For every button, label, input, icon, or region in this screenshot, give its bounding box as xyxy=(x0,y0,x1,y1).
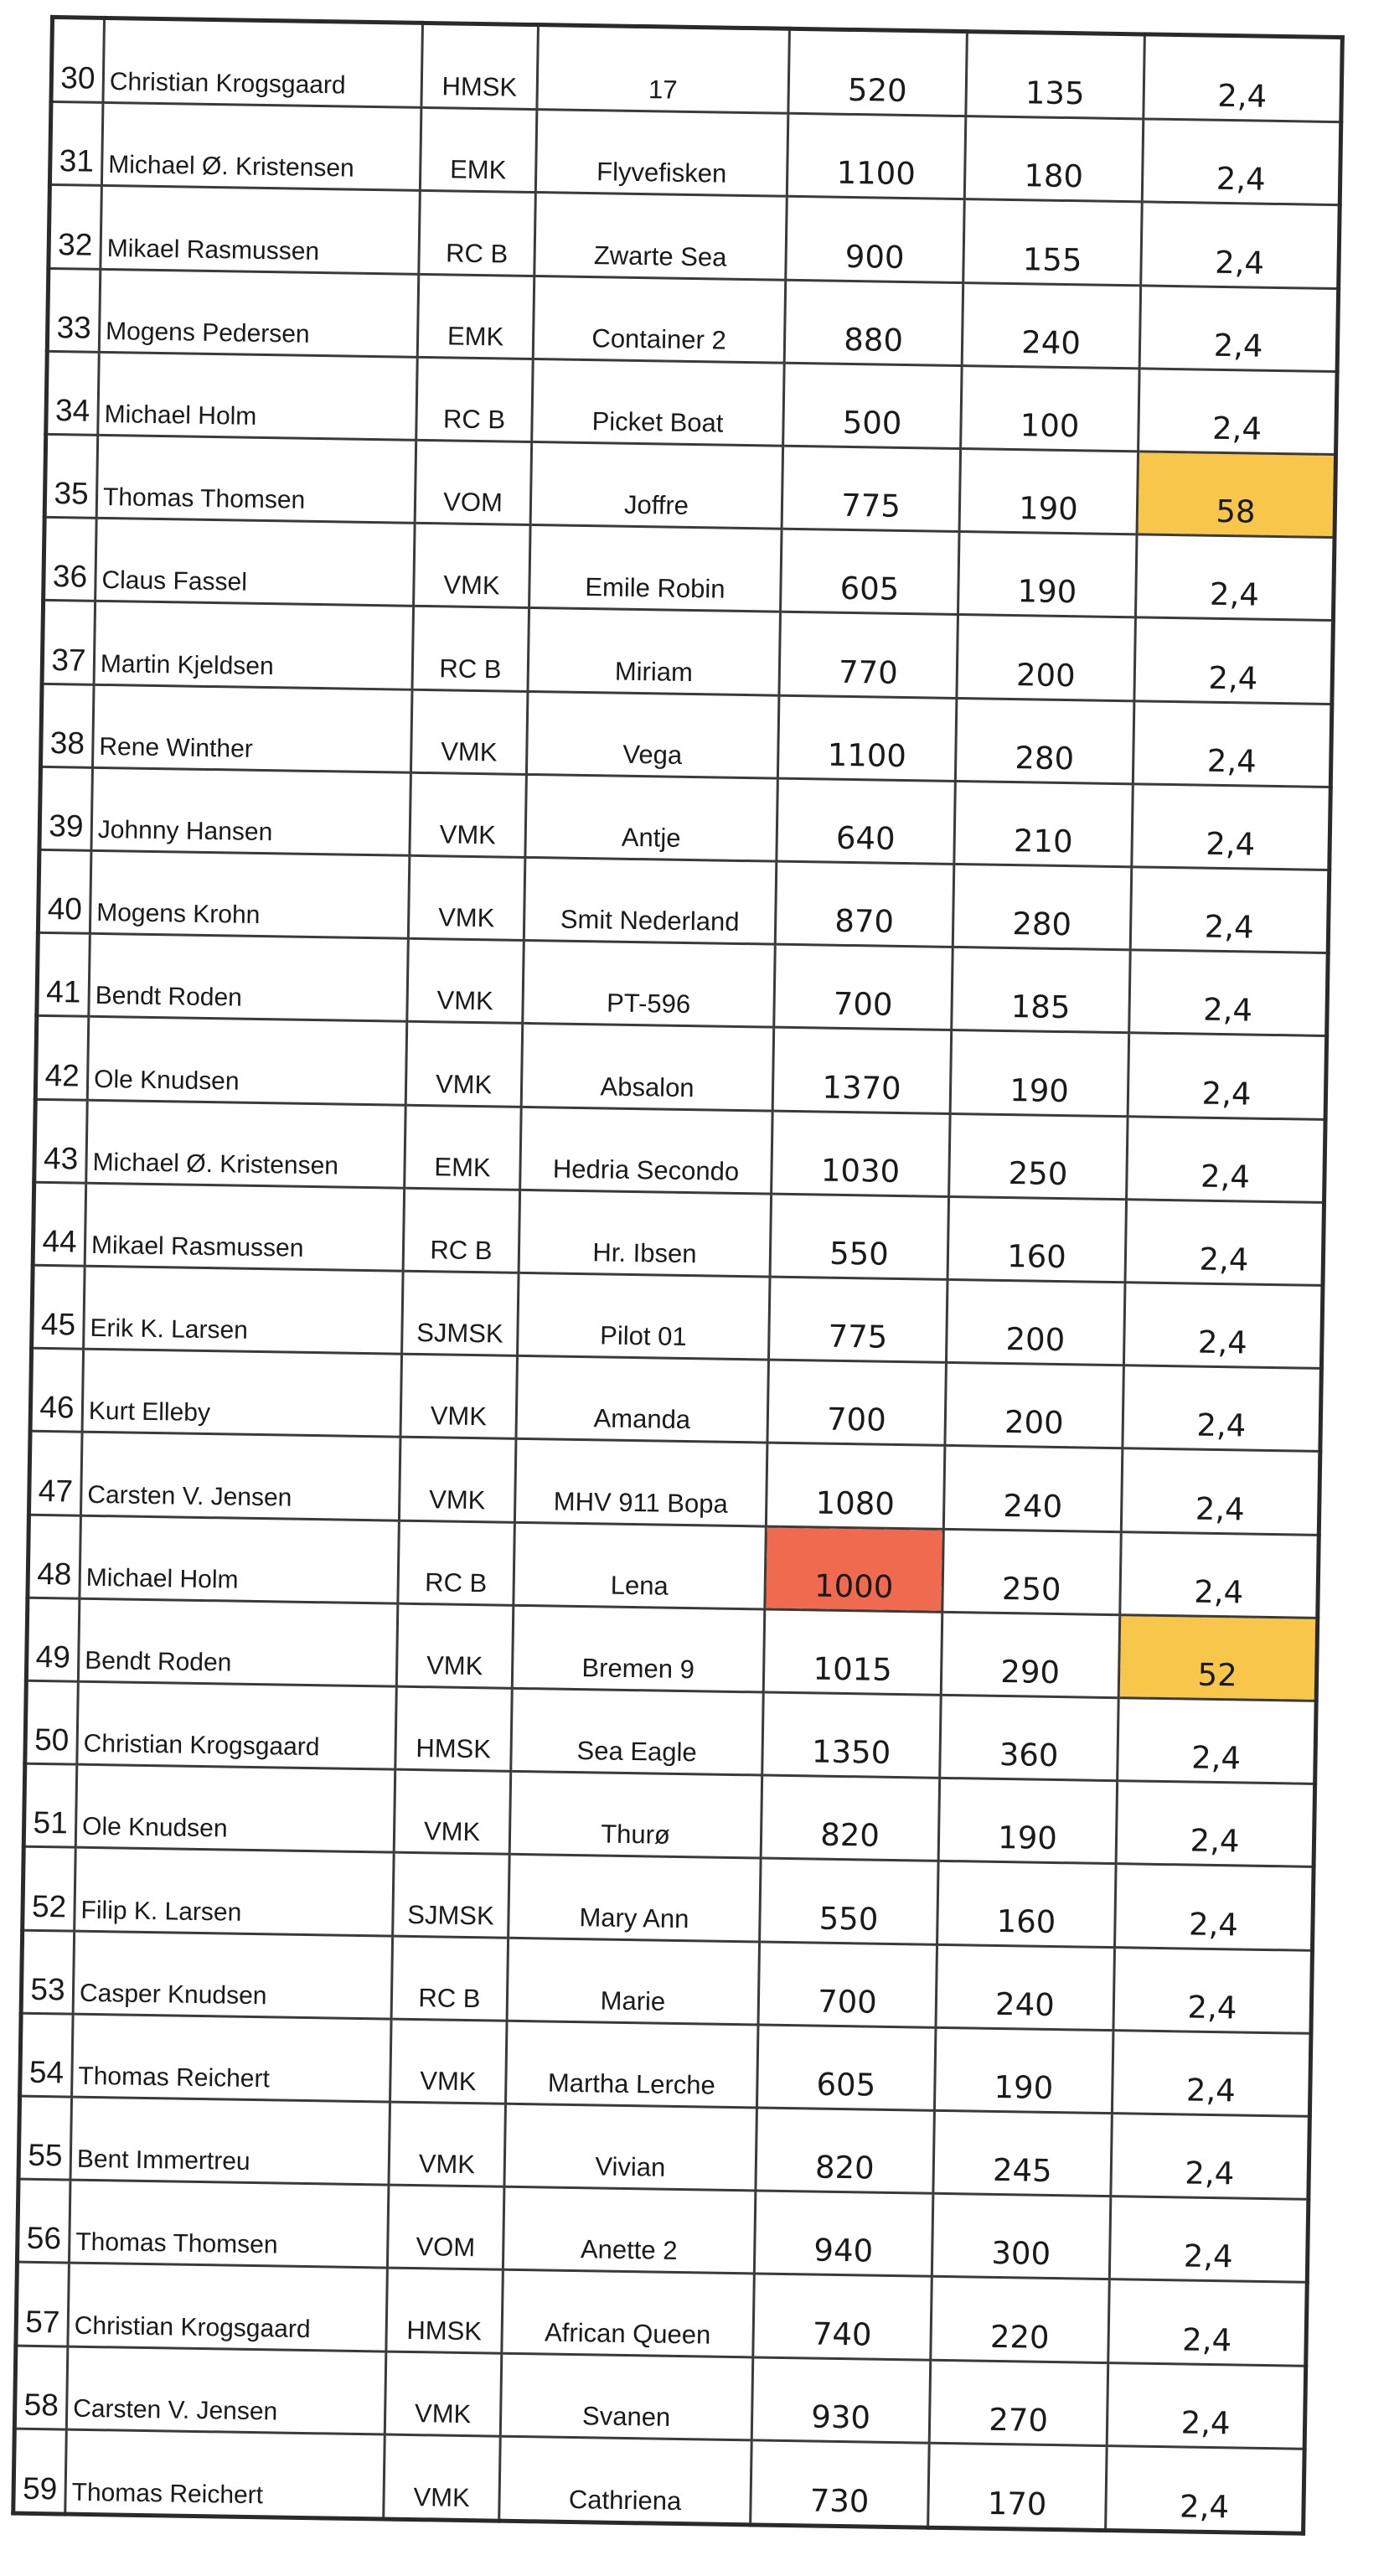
length-cell: 730 xyxy=(751,2440,930,2528)
boat-name-cell: Marie xyxy=(507,1938,760,2025)
boat-name-cell: Zwarte Sea xyxy=(534,193,787,280)
scanned-sheet xyxy=(11,15,1340,2536)
boat-name-cell: Container 2 xyxy=(533,276,786,363)
skipper-name-cell: Claus Fassel xyxy=(96,518,416,606)
club-cell: VMK xyxy=(399,1438,516,1522)
width-cell: 210 xyxy=(954,781,1133,867)
club-cell: VMK xyxy=(385,2351,502,2436)
entry-number-cell: 36 xyxy=(44,517,97,601)
length-cell: 1350 xyxy=(762,1692,942,1778)
club-cell: VMK xyxy=(394,1769,511,1854)
entry-number-cell: 49 xyxy=(26,1598,80,1681)
width-cell: 170 xyxy=(928,2443,1108,2531)
score-cell: 2,4 xyxy=(1121,1448,1320,1535)
width-cell: 135 xyxy=(966,32,1145,119)
boat-name-cell: Hr. Ibsen xyxy=(519,1190,772,1277)
skipper-name-cell: Michael Holm xyxy=(80,1515,400,1603)
entry-number-cell: 55 xyxy=(18,2096,72,2180)
score-cell: 2,4 xyxy=(1123,1283,1323,1369)
width-cell: 240 xyxy=(936,1944,1115,2031)
score-cell: 2,4 xyxy=(1116,1781,1315,1867)
entry-number-cell: 56 xyxy=(17,2179,70,2263)
width-cell: 280 xyxy=(953,864,1132,950)
club-cell: EMK xyxy=(417,274,534,359)
score-cell: 2,4 xyxy=(1142,119,1341,205)
width-cell: 300 xyxy=(932,2193,1111,2279)
score-cell: 2,4 xyxy=(1111,2114,1310,2200)
boat-name-cell: Bremen 9 xyxy=(512,1605,765,1692)
boat-name-cell: PT-596 xyxy=(523,941,776,1028)
club-cell: VMK xyxy=(414,523,531,607)
width-cell: 190 xyxy=(958,532,1137,618)
club-cell: VMK xyxy=(408,855,525,940)
club-cell: RC B xyxy=(403,1188,520,1273)
length-cell: 640 xyxy=(777,778,956,865)
width-cell: 180 xyxy=(964,116,1144,203)
width-cell: 280 xyxy=(955,698,1134,784)
length-cell: 1030 xyxy=(772,1111,951,1197)
width-cell: 190 xyxy=(938,1778,1118,1865)
entry-number-cell: 53 xyxy=(21,1930,75,2014)
score-cell: 2,4 xyxy=(1141,202,1340,288)
length-cell: 775 xyxy=(768,1277,948,1363)
club-cell: VMK xyxy=(390,2019,508,2104)
entry-number-cell: 30 xyxy=(51,17,105,102)
boat-name-cell: Joffre xyxy=(530,441,783,529)
entry-number-cell: 40 xyxy=(38,849,91,933)
boat-name-cell: Miriam xyxy=(528,608,781,695)
club-cell: HMSK xyxy=(421,23,539,109)
entry-number-cell: 51 xyxy=(23,1763,77,1847)
entry-number-cell: 47 xyxy=(28,1432,82,1515)
score-cell: 58 xyxy=(1137,452,1336,538)
skipper-name-cell: Carsten V. Jensen xyxy=(66,2346,386,2434)
length-cell: 605 xyxy=(756,2025,936,2111)
boat-name-cell: African Queen xyxy=(502,2270,755,2357)
skipper-name-cell: Thomas Thomsen xyxy=(69,2180,389,2268)
boat-name-cell: Picket Boat xyxy=(532,359,785,446)
boat-name-cell: Cathriena xyxy=(499,2436,752,2525)
club-cell: RC B xyxy=(391,1936,509,2021)
score-cell: 2,4 xyxy=(1144,34,1343,122)
entry-number-cell: 39 xyxy=(39,767,93,850)
boat-name-cell: Absalon xyxy=(521,1024,774,1111)
score-cell: 2,4 xyxy=(1139,369,1338,455)
skipper-name-cell: Christian Krogsgaard xyxy=(68,2263,388,2351)
width-cell: 160 xyxy=(937,1861,1117,1948)
length-cell: 1015 xyxy=(763,1609,942,1696)
length-cell: 880 xyxy=(784,280,963,366)
skipper-name-cell: Mogens Pedersen xyxy=(99,269,419,357)
club-cell: VMK xyxy=(384,2434,501,2521)
length-cell: 520 xyxy=(788,28,968,116)
length-cell: 900 xyxy=(786,197,965,283)
skipper-name-cell: Martin Kjeldsen xyxy=(94,601,414,689)
skipper-name-cell: Johnny Hansen xyxy=(91,767,411,855)
club-cell: RC B xyxy=(412,607,529,691)
width-cell: 360 xyxy=(940,1695,1119,1781)
score-cell: 2,4 xyxy=(1109,2197,1309,2283)
score-cell: 2,4 xyxy=(1139,285,1339,371)
score-cell: 2,4 xyxy=(1132,784,1331,870)
skipper-name-cell: Ole Knudsen xyxy=(87,1017,407,1105)
width-cell: 240 xyxy=(943,1446,1123,1532)
club-cell: HMSK xyxy=(395,1686,513,1771)
boat-name-cell: Amanda xyxy=(516,1356,769,1443)
length-cell: 770 xyxy=(779,612,958,699)
skipper-name-cell: Thomas Reichert xyxy=(65,2429,385,2519)
boat-name-cell: Lena xyxy=(514,1522,767,1609)
entry-number-cell: 42 xyxy=(35,1016,89,1100)
score-cell: 2,4 xyxy=(1120,1531,1319,1618)
entry-number-cell: 58 xyxy=(14,2346,68,2429)
club-cell: SJMSK xyxy=(402,1271,519,1355)
length-cell: 820 xyxy=(761,1775,940,1861)
entry-number-cell: 38 xyxy=(41,684,95,767)
entry-number-cell: 43 xyxy=(34,1099,88,1183)
score-cell: 2,4 xyxy=(1130,867,1330,953)
score-cell: 2,4 xyxy=(1128,1033,1327,1119)
skipper-name-cell: Christian Krogsgaard xyxy=(103,18,423,107)
length-cell: 820 xyxy=(756,2108,935,2194)
score-cell: 2,4 xyxy=(1108,2279,1308,2366)
length-cell: 500 xyxy=(783,363,963,449)
length-cell: 550 xyxy=(770,1194,949,1280)
length-cell: 1100 xyxy=(787,113,966,199)
width-cell: 250 xyxy=(942,1529,1122,1615)
length-cell: 775 xyxy=(782,446,961,532)
boat-name-cell: Sea Eagle xyxy=(511,1688,764,1775)
width-cell: 200 xyxy=(946,1279,1125,1365)
skipper-name-cell: Thomas Reichert xyxy=(72,2014,392,2102)
length-cell: 700 xyxy=(774,944,953,1030)
score-cell: 2,4 xyxy=(1112,2030,1311,2116)
width-cell: 160 xyxy=(948,1196,1127,1283)
score-cell: 2,4 xyxy=(1115,1864,1314,1950)
entry-number-cell: 46 xyxy=(30,1348,84,1432)
score-cell: 2,4 xyxy=(1133,700,1332,787)
entry-number-cell: 35 xyxy=(44,434,98,518)
entry-number-cell: 31 xyxy=(49,102,103,186)
boat-name-cell: Antje xyxy=(525,774,778,861)
boat-name-cell: Emile Robin xyxy=(529,525,782,612)
score-cell: 52 xyxy=(1118,1614,1318,1701)
skipper-name-cell: Erik K. Larsen xyxy=(84,1266,404,1354)
length-cell: 940 xyxy=(754,2191,933,2277)
entry-number-cell: 41 xyxy=(37,932,90,1016)
skipper-name-cell: Kurt Elleby xyxy=(82,1349,402,1437)
club-cell: VOM xyxy=(415,440,532,524)
score-cell: 2,4 xyxy=(1135,534,1335,621)
club-cell: VMK xyxy=(396,1603,514,1688)
club-cell: EMK xyxy=(420,107,537,192)
club-cell: VOM xyxy=(387,2185,504,2269)
club-cell: RC B xyxy=(416,357,534,441)
length-cell: 1000 xyxy=(765,1526,944,1613)
boat-name-cell: Svanen xyxy=(500,2353,753,2440)
entry-number-cell: 33 xyxy=(47,268,101,352)
score-cell: 2,4 xyxy=(1129,950,1329,1036)
boat-name-cell: Hedria Secondo xyxy=(520,1107,773,1194)
score-cell: 2,4 xyxy=(1113,1947,1313,2033)
results-table-body xyxy=(13,17,1343,2533)
length-cell: 1100 xyxy=(777,695,957,782)
skipper-name-cell: Mogens Krohn xyxy=(90,850,410,938)
club-cell: RC B xyxy=(419,191,536,276)
width-cell: 200 xyxy=(945,1363,1124,1449)
score-cell: 2,4 xyxy=(1134,617,1334,704)
score-cell: 2,4 xyxy=(1123,1365,1322,1452)
skipper-name-cell: Christian Krogsgaard xyxy=(77,1681,397,1769)
width-cell: 270 xyxy=(929,2360,1108,2446)
width-cell: 200 xyxy=(957,615,1136,701)
skipper-name-cell: Michael Ø. Kristensen xyxy=(86,1100,406,1188)
entry-number-cell: 44 xyxy=(33,1182,86,1266)
entry-number-cell: 57 xyxy=(16,2263,70,2346)
score-cell: 2,4 xyxy=(1118,1698,1317,1784)
boat-name-cell: Vivian xyxy=(504,2104,757,2191)
width-cell: 190 xyxy=(934,2027,1113,2114)
score-cell: 2,4 xyxy=(1127,1116,1326,1202)
skipper-name-cell: Casper Knudsen xyxy=(73,1931,393,2019)
length-cell: 870 xyxy=(775,861,954,947)
skipper-name-cell: Thomas Thomsen xyxy=(96,435,416,523)
skipper-name-cell: Mikael Rasmussen xyxy=(101,186,421,274)
boat-name-cell: Vega xyxy=(526,691,779,778)
club-cell: VMK xyxy=(400,1354,518,1438)
length-cell: 700 xyxy=(767,1360,947,1446)
boat-name-cell: Martha Lerche xyxy=(505,2021,758,2108)
width-cell: 245 xyxy=(933,2110,1113,2197)
length-cell: 550 xyxy=(760,1858,939,1944)
boat-name-cell: 17 xyxy=(537,25,790,114)
skipper-name-cell: Bent Immertreu xyxy=(70,2097,390,2185)
boat-name-cell: Smit Nederland xyxy=(524,857,777,944)
boat-name-cell: Mary Ann xyxy=(509,1855,762,1942)
skipper-name-cell: Filip K. Larsen xyxy=(75,1848,395,1936)
skipper-name-cell: Bendt Roden xyxy=(78,1598,398,1686)
club-cell: VMK xyxy=(410,772,527,857)
entry-number-cell: 45 xyxy=(32,1265,85,1349)
boat-name-cell: Pilot 01 xyxy=(518,1273,771,1360)
entry-number-cell: 54 xyxy=(20,2013,74,2097)
skipper-name-cell: Carsten V. Jensen xyxy=(80,1433,400,1520)
width-cell: 190 xyxy=(959,448,1139,534)
score-cell: 2,4 xyxy=(1107,2362,1306,2449)
club-cell: VMK xyxy=(389,2102,506,2186)
club-cell: EMK xyxy=(405,1105,522,1190)
skipper-name-cell: Michael Holm xyxy=(98,352,418,440)
width-cell: 240 xyxy=(962,282,1141,369)
entry-number-cell: 59 xyxy=(13,2429,67,2514)
club-cell: RC B xyxy=(398,1520,515,1605)
skipper-name-cell: Ole Knudsen xyxy=(75,1764,395,1852)
entry-number-cell: 32 xyxy=(49,185,102,269)
boat-name-cell: Thurø xyxy=(509,1771,762,1858)
club-cell: SJMSK xyxy=(393,1852,510,1937)
length-cell: 700 xyxy=(758,1942,937,2028)
club-cell: VMK xyxy=(411,689,528,774)
length-cell: 605 xyxy=(781,529,960,615)
entry-number-cell: 50 xyxy=(25,1680,79,1764)
entry-number-cell: 52 xyxy=(23,1847,76,1931)
width-cell: 290 xyxy=(941,1612,1120,1698)
score-cell: 2,4 xyxy=(1106,2445,1305,2533)
length-cell: 1080 xyxy=(766,1443,945,1529)
entry-number-cell: 34 xyxy=(46,351,100,435)
width-cell: 250 xyxy=(949,1113,1128,1200)
score-cell: 2,4 xyxy=(1125,1200,1324,1286)
skipper-name-cell: Bendt Roden xyxy=(89,933,409,1021)
skipper-name-cell: Rene Winther xyxy=(92,684,412,772)
length-cell: 930 xyxy=(751,2357,931,2444)
entry-number-cell: 48 xyxy=(28,1515,81,1598)
skipper-name-cell: Mikael Rasmussen xyxy=(85,1183,405,1271)
skipper-name-cell: Michael Ø. Kristensen xyxy=(101,103,421,191)
boat-name-cell: Anette 2 xyxy=(503,2186,756,2274)
boat-name-cell: MHV 911 Bopa xyxy=(514,1439,767,1526)
width-cell: 220 xyxy=(931,2277,1110,2363)
width-cell: 155 xyxy=(963,199,1143,286)
length-cell: 740 xyxy=(753,2274,932,2360)
boat-name-cell: Flyvefisken xyxy=(535,110,788,197)
entry-number-cell: 37 xyxy=(42,601,96,684)
width-cell: 185 xyxy=(952,947,1131,1034)
club-cell: VMK xyxy=(407,938,524,1023)
width-cell: 100 xyxy=(961,365,1140,452)
club-cell: VMK xyxy=(405,1022,523,1107)
width-cell: 190 xyxy=(950,1030,1129,1117)
results-table xyxy=(11,15,1345,2536)
length-cell: 1370 xyxy=(772,1027,952,1113)
club-cell: HMSK xyxy=(386,2268,503,2352)
